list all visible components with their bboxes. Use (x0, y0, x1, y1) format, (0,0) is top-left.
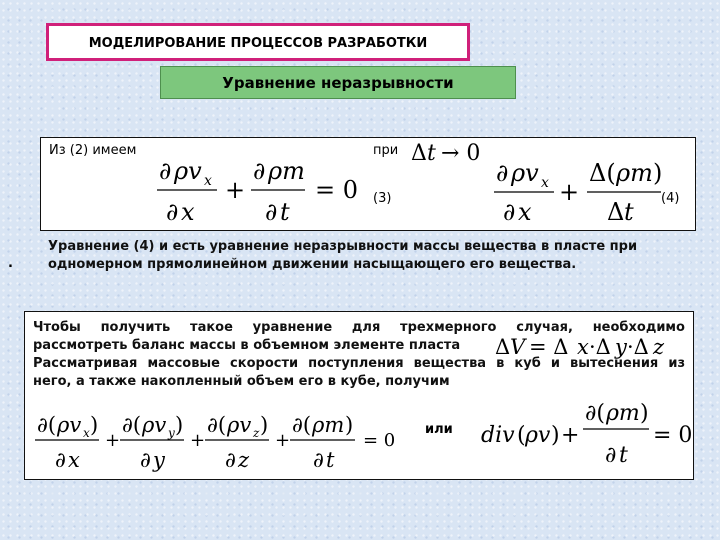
svg-text:ρv: ρv (525, 423, 551, 448)
svg-text:Δ(: Δ( (589, 159, 616, 187)
paragraph-line-2: одномерном прямолинейном движении насыщающего его вещества. (48, 257, 577, 272)
svg-text:+: + (561, 423, 580, 448)
svg-text:): ) (653, 159, 663, 187)
svg-text:): ) (345, 413, 354, 437)
svg-text:+: + (275, 430, 291, 451)
main-line-2: рассмотреть баланс массы в объемном элементе пласта (33, 338, 461, 353)
equation-div (25, 312, 695, 481)
equation-intro: Из (2) имеем (49, 143, 137, 158)
svg-text:ρm: ρm (268, 157, 305, 185)
svg-text:y: y (153, 448, 165, 472)
equation-label-4: (4) (661, 191, 680, 206)
svg-text:∂: ∂ (503, 198, 516, 226)
svg-text:ρv: ρv (511, 159, 539, 187)
svg-text:∂(: ∂( (207, 413, 227, 437)
svg-text:ρv: ρv (174, 157, 202, 185)
svg-text:·Δ: ·Δ (589, 335, 611, 359)
svg-text:x: x (518, 198, 532, 226)
svg-text:∂(: ∂( (585, 401, 605, 426)
svg-text:(: ( (517, 423, 526, 448)
svg-text:V: V (510, 335, 526, 359)
svg-text:∂: ∂ (605, 443, 617, 468)
connector-word: или (425, 422, 453, 437)
svg-text:∂: ∂ (166, 198, 179, 226)
main-line-1: Чтобы получить такое уравнение для трехмерного случая, необходимо (33, 320, 685, 335)
svg-text:= 0: = 0 (315, 176, 359, 204)
svg-text:z: z (653, 335, 665, 359)
svg-text:+: + (105, 430, 121, 451)
svg-text:Δ: Δ (411, 141, 427, 166)
svg-text:t: t (280, 198, 290, 226)
svg-text:+: + (190, 430, 206, 451)
svg-text:t: t (326, 448, 335, 472)
slide-title (46, 23, 470, 61)
svg-text:∂: ∂ (265, 198, 278, 226)
equation-label-3: (3) (373, 191, 392, 206)
svg-text:x: x (541, 175, 549, 191)
svg-text:∂(: ∂( (37, 413, 57, 437)
svg-text:x: x (68, 448, 80, 472)
svg-text:∂: ∂ (55, 448, 66, 472)
svg-text:Δ: Δ (495, 335, 511, 359)
svg-text:t: t (624, 198, 634, 226)
svg-text:): ) (640, 401, 649, 426)
svg-text:·Δ: ·Δ (627, 335, 649, 359)
bullet-marker: . (8, 256, 13, 271)
svg-text:div: div (481, 423, 515, 448)
svg-text:Δ: Δ (607, 198, 625, 226)
svg-text:ρv: ρv (142, 413, 167, 437)
svg-text:ρv: ρv (227, 413, 252, 437)
svg-text:∂(: ∂( (122, 413, 142, 437)
condition-prefix: при (373, 143, 399, 158)
svg-text:∂: ∂ (140, 448, 151, 472)
svg-text:x: x (181, 198, 195, 226)
svg-text:∂: ∂ (225, 448, 236, 472)
svg-text:ρv: ρv (57, 413, 82, 437)
three-dimensional-box (24, 311, 694, 480)
svg-text:= Δ: = Δ (529, 335, 569, 359)
svg-text:): ) (551, 423, 560, 448)
paragraph-line-1: Уравнение (4) и есть уравнение неразрывности массы вещества в пласте при (48, 239, 638, 254)
svg-text:ρm: ρm (616, 159, 653, 187)
svg-text:+: + (225, 176, 246, 204)
equation-box (40, 137, 696, 231)
main-line-4: него, а также накопленный объем его в кубе, получим (33, 374, 450, 389)
svg-text:x: x (83, 426, 90, 440)
svg-text:∂: ∂ (313, 448, 324, 472)
equation-4 (41, 138, 697, 232)
continuity-paragraph (48, 238, 698, 274)
svg-text:): ) (175, 413, 184, 437)
svg-text:z: z (253, 426, 260, 440)
svg-text:∂: ∂ (496, 159, 509, 187)
svg-text:): ) (90, 413, 99, 437)
svg-text:ρm: ρm (312, 413, 345, 437)
slide-subtitle-text: Уравнение неразрывности (222, 73, 454, 92)
svg-text:∂: ∂ (159, 157, 172, 185)
svg-text:): ) (260, 413, 269, 437)
svg-text:ρm: ρm (606, 401, 640, 426)
svg-text:+: + (559, 178, 580, 206)
svg-text:= 0: = 0 (653, 423, 693, 448)
svg-text:z: z (238, 448, 250, 472)
slide-subtitle (160, 66, 516, 99)
svg-text:∂: ∂ (253, 157, 266, 185)
svg-text:x: x (577, 335, 589, 359)
svg-text:x: x (204, 173, 212, 189)
svg-text:t: t (427, 141, 436, 166)
main-line-3: Рассматривая массовые скорости поступления вещества в куб и вытеснения из (33, 356, 685, 371)
svg-text:y: y (168, 426, 175, 440)
slide-title-text: МОДЕЛИРОВАНИЕ ПРОЦЕССОВ РАЗРАБОТКИ (88, 35, 428, 51)
svg-text:→ 0: → 0 (441, 141, 481, 166)
svg-text:∂(: ∂( (292, 413, 312, 437)
svg-text:t: t (619, 443, 628, 468)
svg-text:= 0: = 0 (363, 430, 396, 451)
svg-text:y: y (615, 335, 627, 359)
